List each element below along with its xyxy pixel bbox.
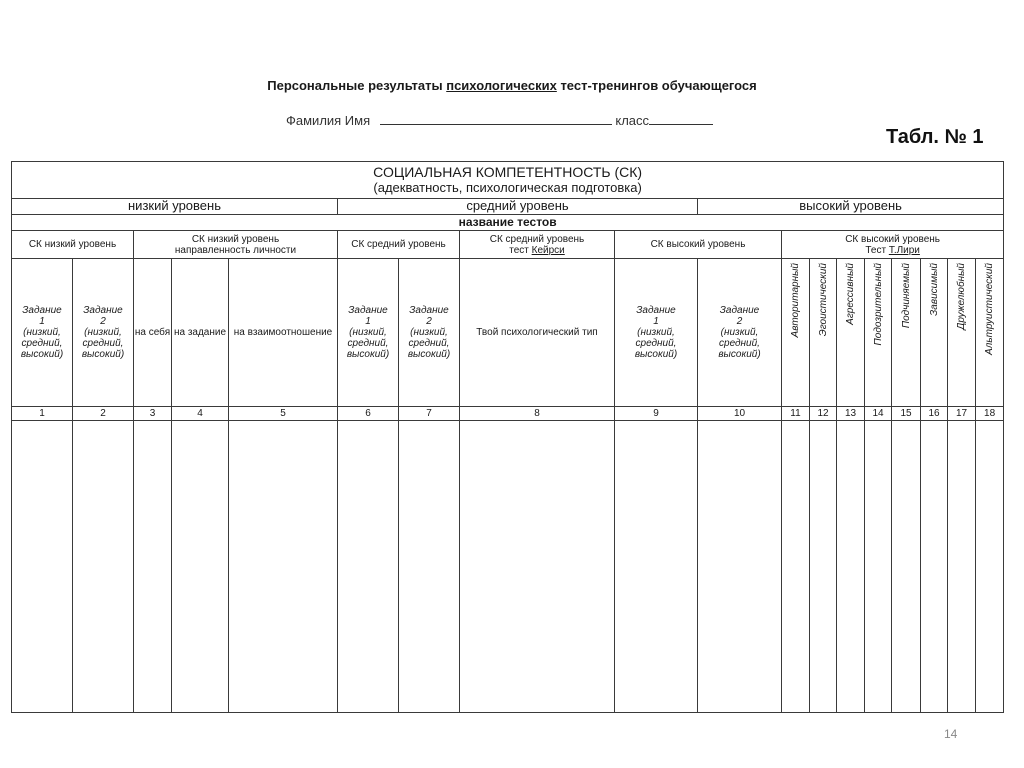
- name-label: Фамилия Имя: [286, 113, 371, 128]
- entry-cell[interactable]: [810, 421, 837, 713]
- entry-cell[interactable]: [837, 421, 865, 713]
- leary-friendly: Дружелюбный: [948, 259, 976, 407]
- col-num: 1: [12, 407, 73, 421]
- group-high-leary: [782, 231, 1004, 259]
- group-high: СК высокий уровень: [615, 231, 782, 259]
- entry-cell[interactable]: [921, 421, 948, 713]
- entry-cell[interactable]: [460, 421, 615, 713]
- empty-entry-row: [12, 421, 1004, 713]
- group-low-orientation: [134, 231, 338, 259]
- leary-egoistic: Эгоистический: [810, 259, 837, 407]
- title-part1: Персональные результаты: [267, 78, 447, 93]
- tests-heading: название тестов: [12, 215, 1004, 231]
- group-mid: СК средний уровень: [338, 231, 460, 259]
- main-title-cell: [12, 162, 1004, 199]
- entry-cell[interactable]: [948, 421, 976, 713]
- entry-cell[interactable]: [698, 421, 782, 713]
- level-high: высокий уровень: [698, 199, 1004, 215]
- keirsey-prefix: тест: [509, 244, 532, 256]
- entry-cell[interactable]: [12, 421, 73, 713]
- entry-cell[interactable]: [229, 421, 338, 713]
- group-high-leary-line1: СК высокий уровень: [845, 233, 941, 245]
- results-table: [11, 161, 1004, 713]
- main-subtitle: (адекватность, психологическая подготовка): [373, 179, 642, 195]
- leary-aggressive: Агрессивный: [837, 259, 865, 407]
- psych-type: Твой психологический тип: [460, 259, 615, 407]
- page-title: [0, 78, 1024, 93]
- orientation-task: на задание: [172, 259, 229, 407]
- title-part2: тест-тренингов обучающегося: [556, 78, 757, 93]
- col-num: 9: [615, 407, 698, 421]
- leary-suspicious: Подозрительный: [865, 259, 892, 407]
- col-num: 3: [134, 407, 172, 421]
- low-task1: Задание 1 (низкий, средний, высокий): [12, 259, 73, 407]
- entry-cell[interactable]: [399, 421, 460, 713]
- col-num: 6: [338, 407, 399, 421]
- class-label: класс: [615, 113, 650, 128]
- group-low-orientation-line1: СК низкий уровень: [191, 233, 280, 245]
- col-num: 13: [837, 407, 865, 421]
- high-task2: Задание 2 (низкий, средний, высокий): [698, 259, 782, 407]
- entry-cell[interactable]: [73, 421, 134, 713]
- class-blank: [649, 112, 713, 125]
- leary-name: Т.Лири: [888, 244, 920, 256]
- group-high-leary-line2: [782, 245, 1003, 256]
- main-title: СОЦИАЛЬНАЯ КОМПЕТЕНТНОСТЬ (СК): [373, 164, 643, 181]
- col-num: 4: [172, 407, 229, 421]
- entry-cell[interactable]: [134, 421, 172, 713]
- col-num: 8: [460, 407, 615, 421]
- col-num: 15: [892, 407, 921, 421]
- mid-task2: Задание 2 (низкий, средний, высокий): [399, 259, 460, 407]
- name-class-line: [286, 112, 713, 128]
- low-task2: Задание 2 (низкий, средний, высокий): [73, 259, 134, 407]
- group-low: СК низкий уровень: [12, 231, 134, 259]
- leary-submissive: Подчиняемый: [892, 259, 921, 407]
- group-mid-keirsey-line2: [460, 245, 614, 256]
- entry-cell[interactable]: [338, 421, 399, 713]
- page-number: 14: [944, 727, 958, 741]
- col-num: 5: [229, 407, 338, 421]
- entry-cell[interactable]: [892, 421, 921, 713]
- entry-cell[interactable]: [782, 421, 810, 713]
- keirsey-name: Кейрси: [531, 244, 565, 256]
- name-blank: [380, 112, 612, 125]
- col-num: 18: [976, 407, 1004, 421]
- orientation-self: на себя: [134, 259, 172, 407]
- group-low-orientation-line2: направленность личности: [174, 244, 297, 256]
- col-num: 14: [865, 407, 892, 421]
- leary-dependent: Зависимый: [921, 259, 948, 407]
- table-number: Табл. № 1: [886, 126, 984, 148]
- orientation-relations: на взаимоотношение: [229, 259, 338, 407]
- column-number-row: [12, 407, 1004, 421]
- entry-cell[interactable]: [865, 421, 892, 713]
- col-num: 7: [399, 407, 460, 421]
- col-num: 11: [782, 407, 810, 421]
- col-num: 10: [698, 407, 782, 421]
- leary-altruistic: Альтруистический: [976, 259, 1004, 407]
- col-num: 17: [948, 407, 976, 421]
- col-num: 12: [810, 407, 837, 421]
- level-low: низкий уровень: [12, 199, 338, 215]
- entry-cell[interactable]: [976, 421, 1004, 713]
- level-mid: средний уровень: [338, 199, 698, 215]
- col-num: 16: [921, 407, 948, 421]
- leary-prefix: Тест: [865, 244, 889, 256]
- leary-authoritarian: Авторитарный: [782, 259, 810, 407]
- title-underlined: психологических: [446, 78, 557, 93]
- entry-cell[interactable]: [172, 421, 229, 713]
- entry-cell[interactable]: [615, 421, 698, 713]
- group-mid-keirsey: [460, 231, 615, 259]
- mid-task1: Задание 1 (низкий, средний, высокий): [338, 259, 399, 407]
- group-mid-keirsey-line1: СК средний уровень: [489, 233, 585, 245]
- high-task1: Задание 1 (низкий, средний, высокий): [615, 259, 698, 407]
- col-num: 2: [73, 407, 134, 421]
